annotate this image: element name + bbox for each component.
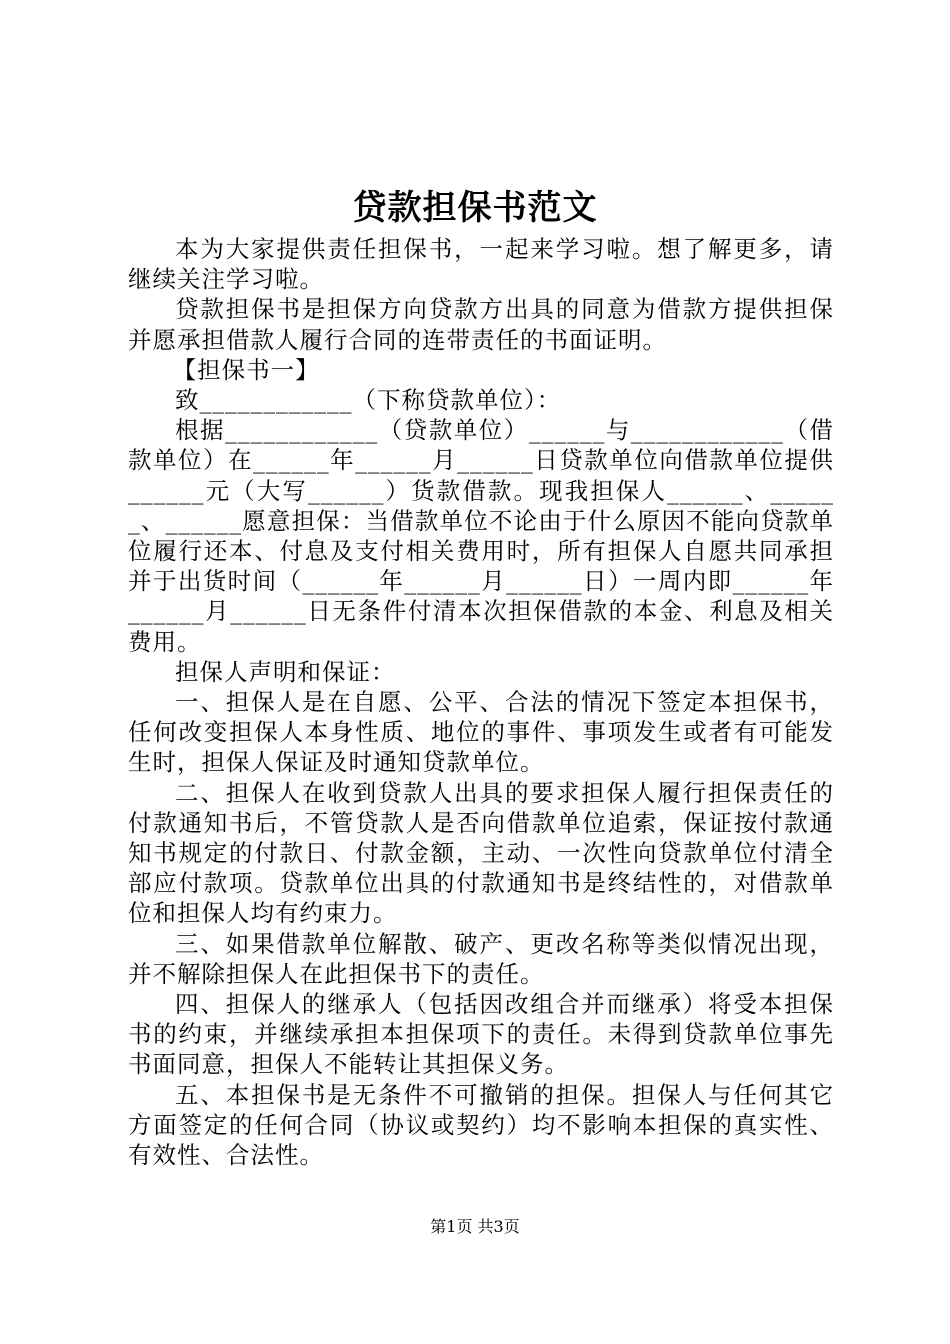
declaration-heading: 担保人声明和保证：: [175, 657, 396, 686]
clause-2: 二、担保人在收到贷款人出具的要求担保人履行担保责任的付款通知书后，不管贷款人是否向借款单位追索，保证按付款通知书规定的付款日、付款金额，主动、一次性向贷款单位付清全部应付款项。贷款单位出具的付款通知书是终结性的，对借款单位和担保人均有约束力。: [128, 778, 834, 928]
clause-1: 一、担保人是在自愿、公平、合法的情况下签定本担保书，任何改变担保人本身性质、地位的事件、事项发生或者有可能发生时，担保人保证及时通知贷款单位。: [128, 688, 834, 777]
clause-4: 四、担保人的继承人（包括因改组合并而继承）将受本担保书的约束，并继续承担本担保项下的责任。未得到贷款单位事先书面同意，担保人不能转让其担保义务。: [128, 990, 834, 1079]
loan-terms-paragraph: 根据____________（贷款单位）______与____________（借款单位）在______年______月______日贷款单位向借款单位提供______元（大写______）货款借款。现我担保人______、______、______愿意担保：当借款单位不论由于什么原因不能向贷款单位履行还本、付息及支付相关费用时，所有担保人自愿共同承担并于出货时间（______年______月______日）一周内即______年______月______日无条件付清本次担保借款的本金、利息及相关费用。: [128, 416, 834, 656]
section-heading: 【担保书一】: [172, 355, 320, 384]
clause-3: 三、如果借款单位解散、破产、更改名称等类似情况出现，并不解除担保人在此担保书下的责任。: [128, 929, 834, 988]
document-title: 贷款担保书范文: [352, 188, 598, 228]
definition-paragraph: 贷款担保书是担保方向贷款方出具的同意为借款方提供担保并愿承担借款人履行合同的连带责任的书面证明。: [128, 295, 834, 354]
intro-paragraph: 本为大家提供责任担保书，一起来学习啦。想了解更多，请继续关注学习啦。: [128, 235, 834, 294]
clause-5: 五、本担保书是无条件不可撤销的担保。担保人与任何其它方面签定的任何合同（协议或契约）均不影响本担保的真实性、有效性、合法性。: [128, 1080, 834, 1170]
addressee-line: 致____________（下称贷款单位）：: [175, 386, 562, 415]
document-body: [128, 234, 834, 1170]
page-footer: 第1页 共3页: [430, 1217, 520, 1236]
